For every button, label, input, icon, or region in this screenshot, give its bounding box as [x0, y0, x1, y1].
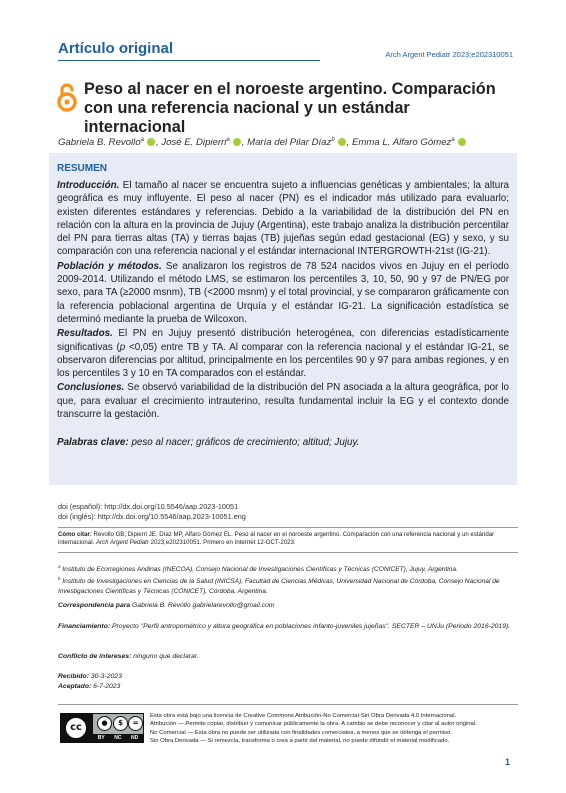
affiliation-text: Instituto de Investigaciones en Ciencias de la Salud (INICSA), Facultad de Ciencias Médicas, Universidad Nacional de Córdoba, Consejo Nacional de Investigaciones Científicas y Técnicas (CONICET), Córdoba, Argentina. — [58, 578, 500, 595]
accepted-value: 6-7-2023 — [91, 682, 121, 690]
how-to-cite-label: Cómo citar: — [58, 531, 92, 538]
journal-citation: Arch Argent Pediatr 2023;e202310051 — [385, 50, 513, 59]
article-type: Artículo original — [58, 40, 174, 57]
conflict-of-interest — [58, 652, 518, 662]
author-list: Gabriela B. Revollo$^a$ , José E. Dipierri$^a$ , María del Pilar Díaz$^b$ , Emma L. Alfaro Gómez$^a$ — [58, 137, 518, 148]
orcid-icon[interactable] — [147, 138, 155, 146]
orcid-icon[interactable] — [233, 138, 241, 146]
section-text: El PN en Jujuy presentó distribución heterogénea, con diferencias estadísticamente significativas ( — [57, 328, 509, 353]
abstract-heading: RESUMEN — [57, 163, 108, 174]
correspondence-text[interactable]: Gabriela B. Revollo gabrielarevollo@gmail.com — [130, 602, 275, 609]
noncommercial-icon: $ — [113, 716, 128, 731]
author-affiliation-mark: a — [140, 137, 144, 143]
cc-nc-label: NC — [114, 735, 122, 741]
noderivatives-icon: = — [128, 716, 143, 731]
correspondence-label: Correspondencia para — [58, 602, 131, 609]
author-affiliation-mark: a — [451, 137, 455, 143]
dates — [58, 672, 518, 692]
author-affiliation-mark: b — [331, 137, 335, 143]
author-name[interactable]: Gabriela B. Revollo — [58, 137, 141, 149]
keywords-label: Palabras clave: — [57, 437, 129, 448]
license-line: Sin Obra Derivada — Si remezcla, transforma o crea a partir del material, no puede difundir el material modificado. — [150, 737, 450, 744]
received-value: 30-3-2023 — [88, 673, 122, 680]
orcid-icon[interactable] — [458, 138, 466, 146]
correspondence — [58, 601, 518, 611]
received-label: Recibido: — [58, 673, 89, 680]
section-text: Se analizaron los registros de 78 524 nacidos vivos en Jujuy en el período 2009-2014. Utilizando el método LMS, se estimaron los percentiles 3, 10, 50, 90 y 97 de PN/EG por sexo, para TA (≥2000 msnm), TB (<2000 msnm) y el total provincial, y se compararon gráficamente con la referencia poblacional argentina de Urquía y el estándar IG-21. La significación estadística se determinó mediante la prueba de Wilcoxon. — [57, 260, 509, 325]
journal-header — [58, 40, 513, 64]
affiliation-mark: b — [58, 576, 61, 582]
section-label: Introducción. — [57, 180, 120, 191]
how-to-cite-rest: 2023;e202310051. Primero en Internet 12-OCT-2023. — [148, 539, 296, 547]
affiliation-mark: a — [58, 564, 61, 569]
how-to-cite-text: Revollo GB, Dipierri JE, Díaz MP, Alfaro Gómez EL. Peso al nacer en el noroeste argentino. Comparación con una referencia nacional y un estándar internacional. — [58, 531, 495, 547]
p-value-symbol: p — [119, 341, 126, 353]
funding-text: Proyecto "Perfil antropométrico y altura geográfica en poblaciones infanto-juveniles jujeñas". SECTER – UNJu (Periodo 2016-2019). — [110, 623, 511, 630]
affiliation-item — [58, 574, 518, 596]
cc-license-badge[interactable] — [60, 713, 144, 743]
header-rule — [58, 60, 320, 61]
section-label: Población y métodos. — [57, 260, 162, 272]
conflict-label: Conflicto de intereses: — [58, 653, 132, 660]
keywords-text: peso al nacer; gráficos de crecimiento; altitud; Jujuy. — [128, 437, 360, 448]
funding-label: Financiamiento: — [58, 623, 111, 630]
abstract-introduction — [57, 179, 509, 259]
cc-by-label: BY — [97, 735, 105, 741]
open-access-icon — [56, 82, 78, 112]
accepted-date — [58, 682, 518, 692]
license-line: Esta obra está bajo una licencia de Creative Commons Atribución-No Comercial-Sin Obra Derivada 4.0 Internacional. — [150, 713, 457, 719]
section-text: Se observó variabilidad de la distribución del PN asociada a la altura geográfica, por lo que, para evaluar el crecimiento intrauterino, resulta fundamental incluir la EG y el contexto donde transcurre la gestación. — [57, 382, 509, 421]
section-label: Resultados. — [57, 328, 113, 340]
section-label: Conclusiones. — [57, 382, 125, 394]
received-date — [58, 672, 518, 682]
abstract-conclusions — [57, 381, 509, 421]
doi-block — [58, 502, 246, 522]
cc-nd-label: ND — [130, 735, 139, 741]
keywords — [57, 437, 359, 448]
section-text: El tamaño al nacer se encuentra sujeto a influencias genéticas y ambientales; la altura geográfica es muy influyente. El peso al nacer (PN) es el indicador más utilizado para evaluarlo; existen diferentes estándares y referencias. Debido a la variabilidad de la distribución del PN en relación con la altura en la provincia de Jujuy (Argentina), este trabajo analiza la distribución percentilar del PN para tierras altas (TA) y tierras bajas (TB) jujeñas según edad gestacional (EG) y sexo, y su comparación con una referencia nacional y el estándar internacional INTERGROWTH-21st (IG-21). — [57, 180, 509, 258]
cc-badge-left — [61, 714, 93, 742]
affiliation-text: Instituto de Ecorregiones Andinas (INECOA), Consejo Nacional de Investigaciones Científicas y Técnicas (CONICET), Jujuy, Argentina. — [60, 566, 458, 574]
license-line: Atribución — Permite copiar, distribuir y comunicar públicamente la obra. A cambio se debe reconocer y citar al autor original. — [150, 721, 477, 728]
orcid-icon[interactable] — [338, 138, 346, 146]
conflict-text: ninguno que declarar. — [131, 653, 199, 660]
author-affiliation-mark: a — [226, 137, 230, 143]
page-number: 1 — [504, 757, 510, 767]
article-title: Peso al nacer en el noroeste argentino. Comparación con una referencia nacional y un estándar internacional — [84, 80, 496, 136]
license-block — [58, 704, 518, 744]
cc-badge-labels — [93, 734, 143, 742]
affiliations — [58, 562, 518, 596]
license-line: No Comercial — Esta obra no puede ser utilizada con finalidades comerciales, a menos que se obtenga el permiso. — [150, 729, 452, 736]
cc-icon: cc — [64, 716, 88, 740]
abstract-methods — [57, 260, 509, 326]
author-name[interactable]: José E. Dipierri — [161, 137, 227, 149]
funding — [58, 622, 518, 632]
author-name[interactable]: Emma L. Alfaro Gómez — [352, 137, 452, 149]
attribution-icon: ● — [97, 716, 112, 731]
journal-name: Arch Argent Pediatr — [95, 539, 149, 547]
abstract-results — [57, 327, 509, 380]
section-text: <0,05) entre TB y TA. Al comparar con la referencia nacional y el estándar IG-21, se observaron diferencias por altitud, principalmente en los percentiles 90 y 97 para ambas regiones, y en los percentiles 3 y 10 en TA comparados con el estándar. — [57, 341, 509, 380]
doi-spanish-link[interactable]: doi (español): http://dx.doi.org/10.5546/aap.2023-10051 — [58, 502, 239, 511]
accepted-label: Aceptado: — [58, 682, 92, 690]
affiliation-item — [58, 562, 518, 574]
doi-english-link[interactable]: doi (inglés): http://dx.doi.org/10.5546/aap.2023-10051.eng — [58, 512, 246, 522]
author-name[interactable]: María del Pilar Díaz — [247, 137, 332, 149]
abstract-box — [49, 153, 517, 485]
how-to-cite — [58, 527, 518, 553]
license-text — [150, 712, 520, 745]
